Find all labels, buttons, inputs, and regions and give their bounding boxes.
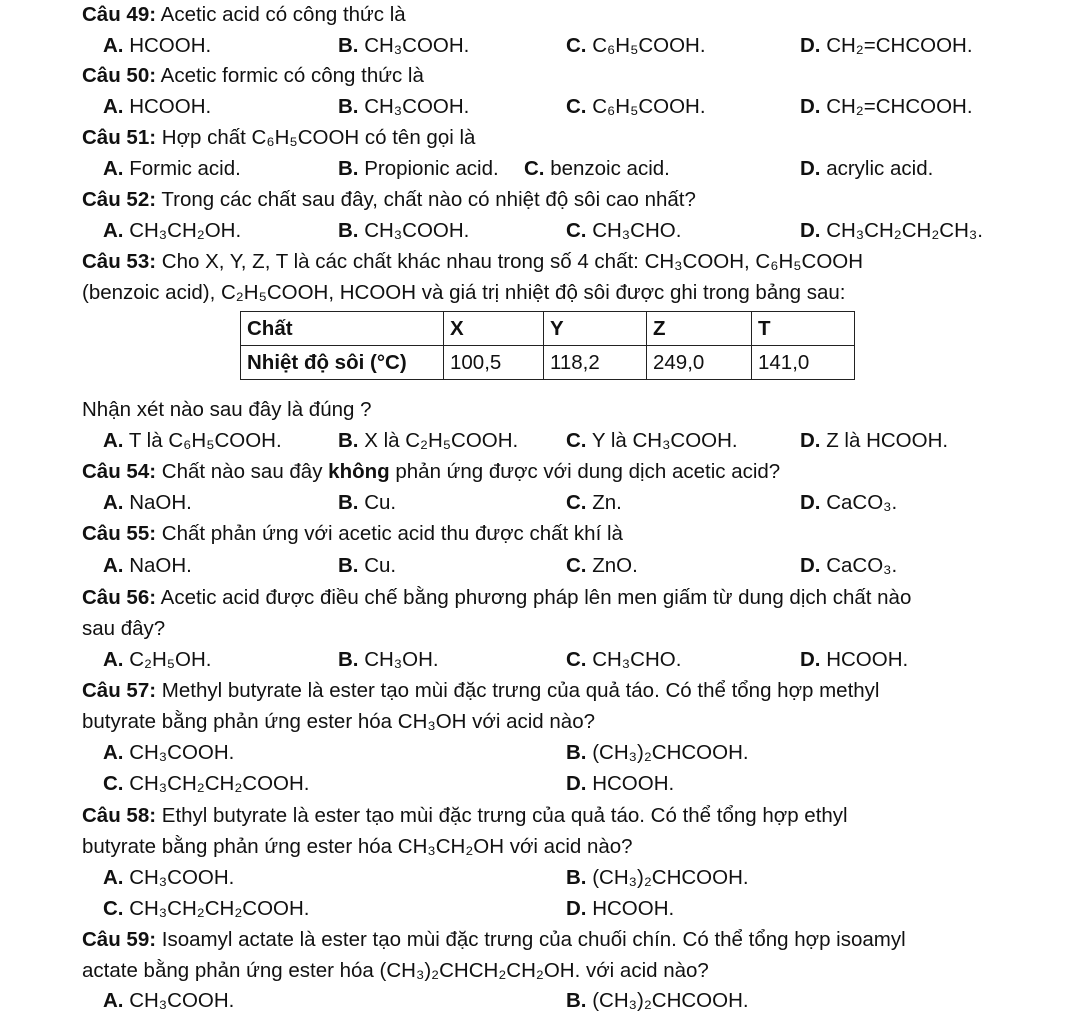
q54-option-c[interactable]: C. Zn.	[566, 491, 622, 514]
q53-option-a[interactable]: A. T là C₆H₅COOH.	[103, 429, 282, 452]
q50-option-d[interactable]: D. CH₂=CHCOOH.	[800, 95, 973, 118]
q54-option-d[interactable]: D. CaCO₃.	[800, 491, 898, 514]
question-57: Câu 57: Methyl butyrate là ester tạo mùi đặc trưng của quả táo. Có thể tổng hợp methyl	[82, 679, 880, 702]
q58-option-c[interactable]: C. CH₃CH₂CH₂COOH.	[103, 897, 310, 920]
question-57-cont: butyrate bằng phản ứng ester hóa CH₃OH với acid nào?	[82, 710, 596, 733]
q56-option-c[interactable]: C. CH₃CHO.	[566, 648, 682, 671]
q49-option-a[interactable]: A. HCOOH.	[103, 34, 212, 57]
q55-option-a[interactable]: A. NaOH.	[103, 554, 192, 577]
question-59: Câu 59: Isoamyl actate là ester tạo mùi đặc trưng của chuối chín. Có thể tổng hợp isoamyl	[82, 928, 906, 951]
q49-option-d[interactable]: D. CH₂=CHCOOH.	[800, 34, 973, 57]
q53-option-d[interactable]: D. Z là HCOOH.	[800, 429, 949, 452]
q56-option-d[interactable]: D. HCOOH.	[800, 648, 909, 671]
table-col-y: Y	[544, 312, 647, 346]
table-col-t: T	[752, 312, 855, 346]
q58-option-d[interactable]: D. HCOOH.	[566, 897, 675, 920]
table-header-boiling: Nhiệt độ sôi (°C)	[241, 346, 444, 380]
q52-option-d[interactable]: D. CH₃CH₂CH₂CH₃.	[800, 219, 983, 242]
question-51: Câu 51: Hợp chất C₆H₅COOH có tên gọi là	[82, 126, 476, 149]
q56-option-a[interactable]: A. C₂H₅OH.	[103, 648, 212, 671]
q51-option-a[interactable]: A. Formic acid.	[103, 157, 241, 180]
q57-option-b[interactable]: B. (CH₃)₂CHCOOH.	[566, 741, 749, 764]
q52-option-a[interactable]: A. CH₃CH₂OH.	[103, 219, 242, 242]
question-49: Câu 49: Acetic acid có công thức là	[82, 3, 406, 26]
table-col-z: Z	[647, 312, 752, 346]
q53-option-c[interactable]: C. Y là CH₃COOH.	[566, 429, 738, 452]
q55-option-d[interactable]: D. CaCO₃.	[800, 554, 898, 577]
table-header-chat: Chất	[241, 312, 444, 346]
q58-option-b[interactable]: B. (CH₃)₂CHCOOH.	[566, 866, 749, 889]
q57-option-a[interactable]: A. CH₃COOH.	[103, 741, 235, 764]
question-53-prompt: Nhận xét nào sau đây là đúng ?	[82, 398, 372, 421]
table-val-z: 249,0	[647, 346, 752, 380]
q57-option-c[interactable]: C. CH₃CH₂CH₂COOH.	[103, 772, 310, 795]
question-59-cont: actate bằng phản ứng ester hóa (CH₃)₂CHCH₂CH₂OH. với acid nào?	[82, 959, 709, 982]
q52-option-c[interactable]: C. CH₃CHO.	[566, 219, 682, 242]
question-50: Câu 50: Acetic formic có công thức là	[82, 64, 424, 87]
question-53-cont: (benzoic acid), C₂H₅COOH, HCOOH và giá trị nhiệt độ sôi được ghi trong bảng sau:	[82, 281, 846, 304]
q52-option-b[interactable]: B. CH₃COOH.	[338, 219, 470, 242]
q50-option-a[interactable]: A. HCOOH.	[103, 95, 212, 118]
q55-option-b[interactable]: B. Cu.	[338, 554, 397, 577]
q56-option-b[interactable]: B. CH₃OH.	[338, 648, 439, 671]
q55-option-c[interactable]: C. ZnO.	[566, 554, 638, 577]
question-53: Câu 53: Cho X, Y, Z, T là các chất khác nhau trong số 4 chất: CH₃COOH, C₆H₅COOH	[82, 250, 864, 273]
q51-option-d[interactable]: D. acrylic acid.	[800, 157, 934, 180]
q51-option-c[interactable]: C. benzoic acid.	[524, 157, 670, 180]
question-52: Câu 52: Trong các chất sau đây, chất nào có nhiệt độ sôi cao nhất?	[82, 188, 696, 211]
question-55: Câu 55: Chất phản ứng với acetic acid thu được chất khí là	[82, 522, 623, 545]
q49-option-c[interactable]: C. C₆H₅COOH.	[566, 34, 706, 57]
question-54: Câu 54: Chất nào sau đây không phản ứng được với dung dịch acetic acid?	[82, 460, 781, 483]
q49-option-b[interactable]: B. CH₃COOH.	[338, 34, 470, 57]
q51-option-b[interactable]: B. Propionic acid.	[338, 157, 499, 180]
q57-option-d[interactable]: D. HCOOH.	[566, 772, 675, 795]
question-58-cont: butyrate bằng phản ứng ester hóa CH₃CH₂OH với acid nào?	[82, 835, 633, 858]
question-56: Câu 56: Acetic acid được điều chế bằng phương pháp lên men giấm từ dung dịch chất nào	[82, 586, 912, 609]
q58-option-a[interactable]: A. CH₃COOH.	[103, 866, 235, 889]
q59-option-b[interactable]: B. (CH₃)₂CHCOOH.	[566, 989, 749, 1012]
question-58: Câu 58: Ethyl butyrate là ester tạo mùi đặc trưng của quả táo. Có thể tổng hợp ethyl	[82, 804, 848, 827]
q50-option-c[interactable]: C. C₆H₅COOH.	[566, 95, 706, 118]
table-val-y: 118,2	[544, 346, 647, 380]
q54-option-a[interactable]: A. NaOH.	[103, 491, 192, 514]
boiling-point-table	[240, 311, 855, 380]
q50-option-b[interactable]: B. CH₃COOH.	[338, 95, 470, 118]
table-val-t: 141,0	[752, 346, 855, 380]
question-56-cont: sau đây?	[82, 617, 166, 640]
q54-option-b[interactable]: B. Cu.	[338, 491, 397, 514]
q53-option-b[interactable]: B. X là C₂H₅COOH.	[338, 429, 519, 452]
table-val-x: 100,5	[444, 346, 544, 380]
q59-option-a[interactable]: A. CH₃COOH.	[103, 989, 235, 1012]
table-col-x: X	[444, 312, 544, 346]
